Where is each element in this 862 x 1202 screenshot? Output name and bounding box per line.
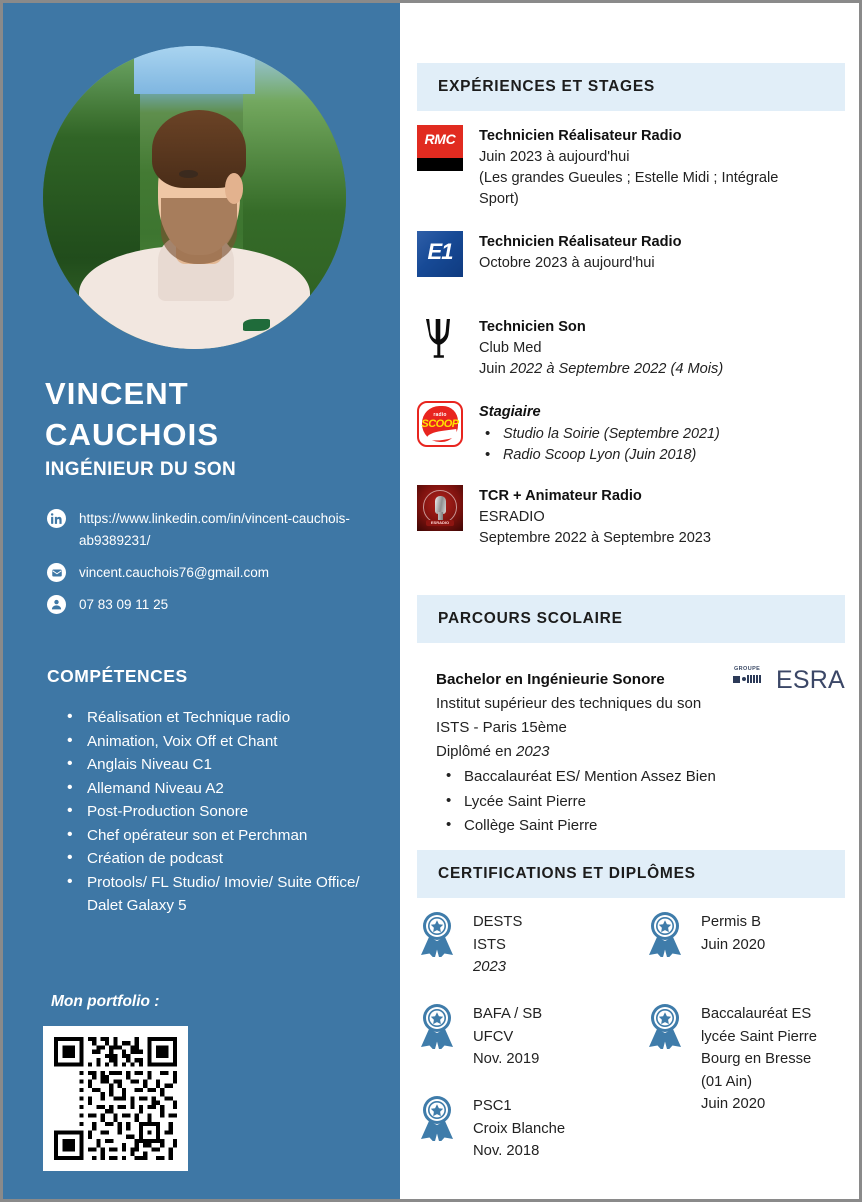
experience-item-esradio: [417, 485, 842, 549]
experience-detail-cont: Sport): [479, 191, 519, 207]
rmc-logo-bar: [417, 158, 463, 171]
certification-date: Nov. 2018: [473, 1143, 540, 1159]
europe1-logo: [417, 231, 463, 277]
certification-bafa: [417, 1003, 542, 1071]
dates-italic: 2022 à Septembre 2022 (4 Mois): [509, 361, 724, 377]
experience-role: Technicien Son: [479, 319, 586, 335]
section-header-certifications: [417, 850, 845, 898]
phone-number: 07 83 09 11 25: [79, 597, 169, 612]
experience-role: Technicien Réalisateur Radio: [479, 128, 682, 144]
list-item: • Collège Saint Pierre: [436, 814, 836, 839]
list-item: • Studio la Soirie (Septembre 2021): [479, 424, 842, 445]
experience-company: ESRADIO: [479, 509, 545, 525]
certification-name: BAFA / SB: [473, 1006, 543, 1022]
linkedin-url: https://www.linkedin.com/in/vincent-cauchois-ab9389231/: [79, 511, 350, 548]
certification-dests: [417, 911, 522, 979]
experience-item-rmc: [417, 125, 842, 210]
esra-logo-groupe-text: GROUPE: [734, 666, 761, 672]
list-item: • Création de podcast: [65, 847, 385, 871]
award-ribbon-icon: [645, 911, 685, 957]
photo-shirt-logo: [243, 319, 270, 331]
name-block: [45, 373, 375, 481]
ribbon-icon: [645, 911, 685, 957]
job-title: INGÉNIEUR DU SON: [45, 459, 237, 480]
photo-beard: [161, 198, 237, 265]
certification-name: Permis B: [701, 914, 762, 930]
rmc-logo: [417, 125, 463, 171]
profile-photo: [43, 46, 346, 349]
esradio-band-text: ESRADIO: [430, 520, 450, 525]
contact-list: [47, 508, 387, 626]
experience-dates: Septembre 2022 à Septembre 2023: [479, 530, 712, 546]
microphone-stand: [438, 512, 443, 520]
linkedin-icon: [47, 509, 66, 528]
certification-city: Bourg en Bresse: [701, 1051, 812, 1067]
award-ribbon-icon: [645, 1003, 685, 1049]
award-ribbon-icon: [417, 1095, 457, 1141]
list-item: • Anglais Niveau C1: [65, 753, 385, 777]
contact-linkedin[interactable]: [47, 508, 387, 552]
certification-date: Nov. 2019: [473, 1051, 540, 1067]
photo-eye: [179, 170, 197, 178]
section-title: EXPÉRIENCES ET STAGES: [438, 78, 656, 95]
ribbon-icon: [645, 1003, 685, 1049]
education-block: [436, 666, 845, 839]
list-item: • Protools/ FL Studio/ Imovie/ Suite Office/ Dalet Galaxy 5: [65, 871, 385, 918]
certification-issuer: lycée Saint Pierre: [701, 1028, 817, 1045]
scoop-logo-top-text: radio: [433, 412, 447, 418]
esra-logo-word: ESRA: [776, 666, 845, 694]
experience-item-stagiaire: [417, 401, 842, 466]
clubmed-trident-logo: [417, 316, 463, 362]
experience-dates: [479, 359, 842, 380]
graduation-year: 2023: [516, 743, 550, 760]
esra-logo: [733, 666, 845, 696]
europe1-logo-text: E1: [427, 239, 453, 264]
award-ribbon-icon: [417, 911, 457, 957]
contact-phone[interactable]: [47, 594, 387, 616]
certification-name: Baccalauréat ES: [701, 1006, 812, 1022]
certification-department: (01 Ain): [701, 1073, 752, 1090]
education-degree: Bachelor en Ingénieurie Sonore: [436, 671, 665, 688]
email-icon: [47, 563, 66, 582]
certification-date: 2023: [473, 959, 506, 975]
experience-company: Club Med: [479, 340, 542, 356]
list-item: • Post-Production Sonore: [65, 800, 385, 824]
list-item: • Chef opérateur son et Perchman: [65, 824, 385, 848]
certification-baccalaureat: [645, 1003, 817, 1116]
ribbon-icon: [417, 1095, 457, 1141]
experience-dates: Juin 2023 à aujourd'hui: [479, 149, 630, 165]
experience-detail: (Les grandes Gueules ; Estelle Midi ; Intégrale: [479, 170, 779, 186]
avatar: [43, 46, 346, 349]
certification-issuer: Croix Blanche: [473, 1120, 566, 1137]
graduation-prefix: Diplômé en: [436, 743, 517, 760]
education-graduation: [436, 740, 836, 764]
sidebar: [3, 3, 400, 1199]
certification-date: Juin 2020: [701, 936, 766, 953]
list-item: • Réalisation et Technique radio: [65, 706, 385, 730]
dates-prefix: Juin: [479, 361, 510, 377]
certification-name: PSC1: [473, 1098, 512, 1114]
skills-list: [65, 706, 385, 918]
photo-ear: [225, 173, 243, 203]
ribbon-icon: [417, 1003, 457, 1049]
portfolio-qr-code[interactable]: [43, 1026, 188, 1171]
list-item: • Allemand Niveau A2: [65, 777, 385, 801]
certification-psc1: [417, 1095, 565, 1163]
list-item: • Radio Scoop Lyon (Juin 2018): [479, 445, 842, 466]
rmc-logo-text: RMC: [424, 131, 456, 147]
portfolio-label: Mon portfolio :: [51, 993, 160, 1010]
award-ribbon-icon: [417, 1003, 457, 1049]
certification-date: Juin 2020: [701, 1096, 766, 1112]
skills-title: COMPÉTENCES: [47, 666, 188, 686]
education-bullets: [436, 765, 836, 839]
scoop-logo-text: SCOOP: [421, 418, 459, 430]
certification-issuer: UFCV: [473, 1028, 514, 1045]
certification-issuer: ISTS: [473, 936, 506, 953]
section-title: PARCOURS SCOLAIRE: [438, 610, 623, 627]
certification-permis-b: [645, 911, 765, 957]
email-address: vincent.cauchois76@gmail.com: [79, 565, 270, 580]
radio-scoop-logo: [417, 401, 463, 447]
list-item: • Lycée Saint Pierre: [436, 790, 836, 815]
section-header-education: [417, 595, 845, 643]
experience-item-europe1: [417, 231, 842, 277]
ribbon-icon: [417, 911, 457, 957]
experience-role: TCR + Animateur Radio: [479, 488, 642, 504]
qr-code-icon: [54, 1037, 177, 1160]
section-title: CERTIFICATIONS ET DIPLÔMES: [438, 865, 696, 882]
list-item: • Baccalauréat ES/ Mention Assez Bien: [436, 765, 836, 790]
experience-role: Stagiaire: [479, 404, 541, 420]
contact-email[interactable]: [47, 562, 387, 584]
last-name: CAUCHOIS: [45, 417, 220, 452]
experience-role: Technicien Réalisateur Radio: [479, 234, 682, 250]
experience-dates: Octobre 2023 à aujourd'hui: [479, 255, 655, 271]
esradio-logo: [417, 485, 463, 531]
esra-logo-mark: [733, 675, 761, 683]
main-column: [400, 3, 859, 1199]
trident-icon: [417, 316, 463, 362]
experience-bullets: [479, 424, 842, 466]
education-campus: ISTS - Paris 15ème: [436, 719, 567, 736]
first-name: VINCENT: [45, 376, 189, 411]
esradio-band: [426, 520, 454, 526]
list-item: • Animation, Voix Off et Chant: [65, 730, 385, 754]
education-school: Institut supérieur des techniques du son: [436, 695, 702, 712]
experience-item-clubmed: [417, 316, 842, 380]
phone-user-icon: [47, 595, 66, 614]
photo-sky: [134, 46, 255, 94]
certification-name: DESTS: [473, 914, 523, 930]
section-header-experience: [417, 63, 845, 111]
